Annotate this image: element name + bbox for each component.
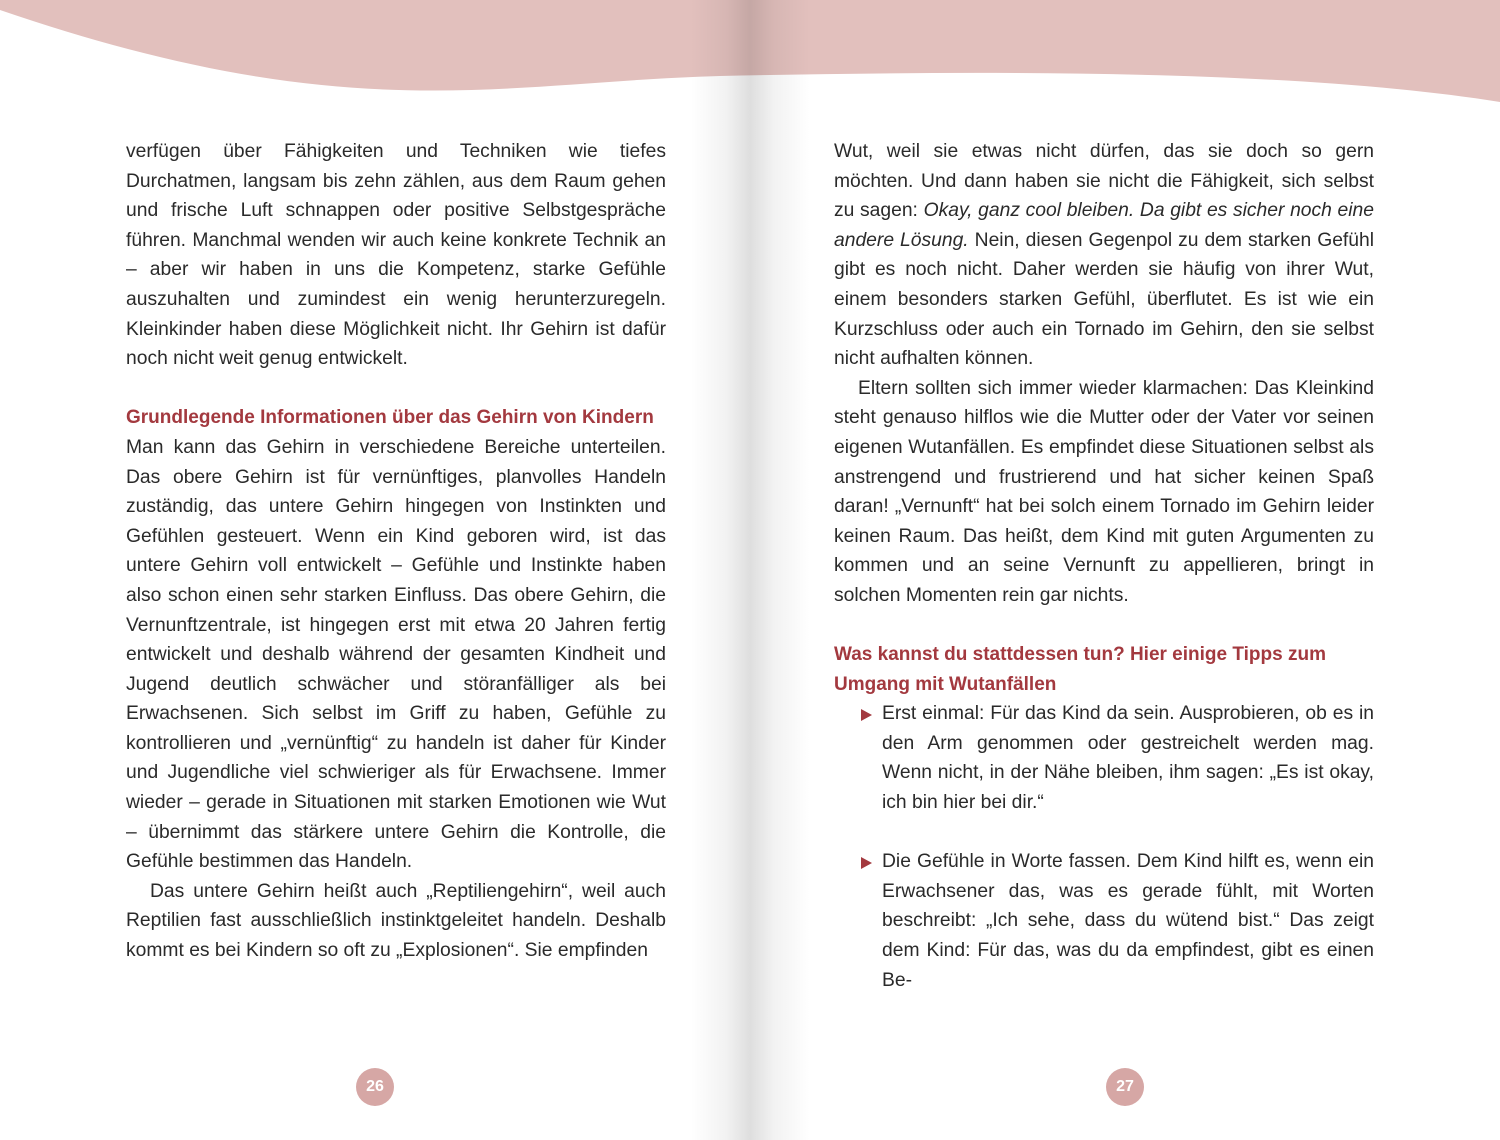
book-gutter-shadow (690, 0, 810, 1140)
right-paragraph-1-text-b: Nein, diesen Gegenpol zu dem starken Gefühl gibt es noch nicht. Daher werden sie häufig von ihrer Wut, einem besonders starken Gefühl, überflutet. Es ist wie ein Kurzschluss oder auch ein Tornado im Gehirn, den sie selbst nicht aufhalten können. (834, 229, 1374, 370)
tip-text: Erst einmal: Für das Kind da sein. Ausprobieren, ob es in den Arm genommen oder gestreichelt werden mag. Wenn nicht, in der Nähe bleiben, ihm sagen: „Es ist okay, ich bin hier bei dir.“ (882, 703, 1374, 814)
right-page (834, 137, 1374, 995)
left-section-heading: Grundlegende Informationen über das Gehirn von Kindern (126, 407, 654, 429)
triangle-bullet-icon (861, 709, 872, 721)
right-paragraph-2: Eltern sollten sich immer wieder klarmachen: Das Kleinkind steht genauso hilflos wie die Mutter oder der Vater vor seinen eigenen Wutanfällen. Es empfindet diese Situationen selbst als anstrengend und frustrierend und hat sicher keinen Spaß daran! „Vernunft“ hat bei solch einem Tornado im Gehirn leider keinen Raum. Das heißt, dem Kind mit guten Argumenten zu kommen und an seine Vernunft zu appellieren, bringt in solchen Momenten rein gar nichts. (834, 377, 1374, 606)
tip-item (834, 699, 1374, 817)
right-paragraph-1-italic: Okay, ganz cool bleiben. Da gibt es sicher noch eine andere Lösung. (834, 200, 1374, 251)
left-paragraph-1: verfügen über Fähigkeiten und Techniken wie tiefes Durchatmen, langsam bis zehn zählen, aus dem Raum gehen und frische Luft schnappen oder positive Selbstgespräche führen. Manchmal wenden wir auch keine konkrete Technik an – aber wir haben in uns die Kompetenz, starke Gefühle auszuhalten und zumindest ein wenig herunterzuregeln. Kleinkinder haben diese Möglichkeit nicht. Ihr Gehirn ist dafür noch nicht weit genug entwickelt. (126, 141, 666, 370)
tip-text: Die Gefühle in Worte fassen. Dem Kind hilft es, wenn ein Erwachsener das, was es gerade fühlt, mit Worten beschreibt: „Ich sehe, dass du wütend bist.“ Das zeigt dem Kind: Für das, was du da empfindest, gibt es einen Be- (882, 851, 1374, 991)
left-paragraph-2: Man kann das Gehirn in verschiedene Bereiche unterteilen. Das obere Gehirn ist für vernünftiges, planvolles Handeln zuständig, das untere Gehirn hingegen von Instinkten und Gefühlen gesteuert. Wenn ein Kind geboren wird, ist das untere Gehirn voll entwickelt – Gefühle und Instinkte haben also schon einen sehr starken Einfluss. Das obere Gehirn, die Vernunftzentrale, ist hingegen erst mit etwa 20 Jahren fertig entwickelt und deshalb während der gesamten Kindheit und Jugend deutlich schwächer und störanfälliger als bei Erwachsenen. Sich selbst im Griff zu haben, Gefühle zu kontrollieren und „vernünftig“ zu handeln ist daher für Kinder und Jugendliche viel schwieriger als für Erwachsene. Immer wieder – gerade in Situationen mit starken Emotionen wie Wut – übernimmt das stärkere untere Gehirn die Kontrolle, die Gefühle bestimmen das Handeln. (126, 436, 666, 873)
right-paragraph-1-text-a: Wut, weil sie etwas nicht dürfen, das sie doch so gern möchten. Und dann haben sie nicht die Fähigkeit, sich selbst zu sagen: (834, 141, 1374, 222)
left-page (126, 137, 666, 966)
tip-item (834, 847, 1374, 995)
right-paragraph-1 (834, 137, 1374, 374)
page-number-left: 26 (356, 1068, 394, 1106)
tips-list (834, 699, 1374, 995)
triangle-bullet-icon (861, 857, 872, 869)
right-section-heading: Was kannst du stattdessen tun? Hier einige Tipps zum Umgang mit Wutanfällen (834, 644, 1326, 695)
page-number-right: 27 (1106, 1068, 1144, 1106)
left-paragraph-3: Das untere Gehirn heißt auch „Reptiliengehirn“, weil auch Reptilien fast ausschließlich instinktgeleitet handeln. Deshalb kommt es bei Kindern so oft zu „Explosionen“. Sie empfinden (126, 880, 666, 962)
